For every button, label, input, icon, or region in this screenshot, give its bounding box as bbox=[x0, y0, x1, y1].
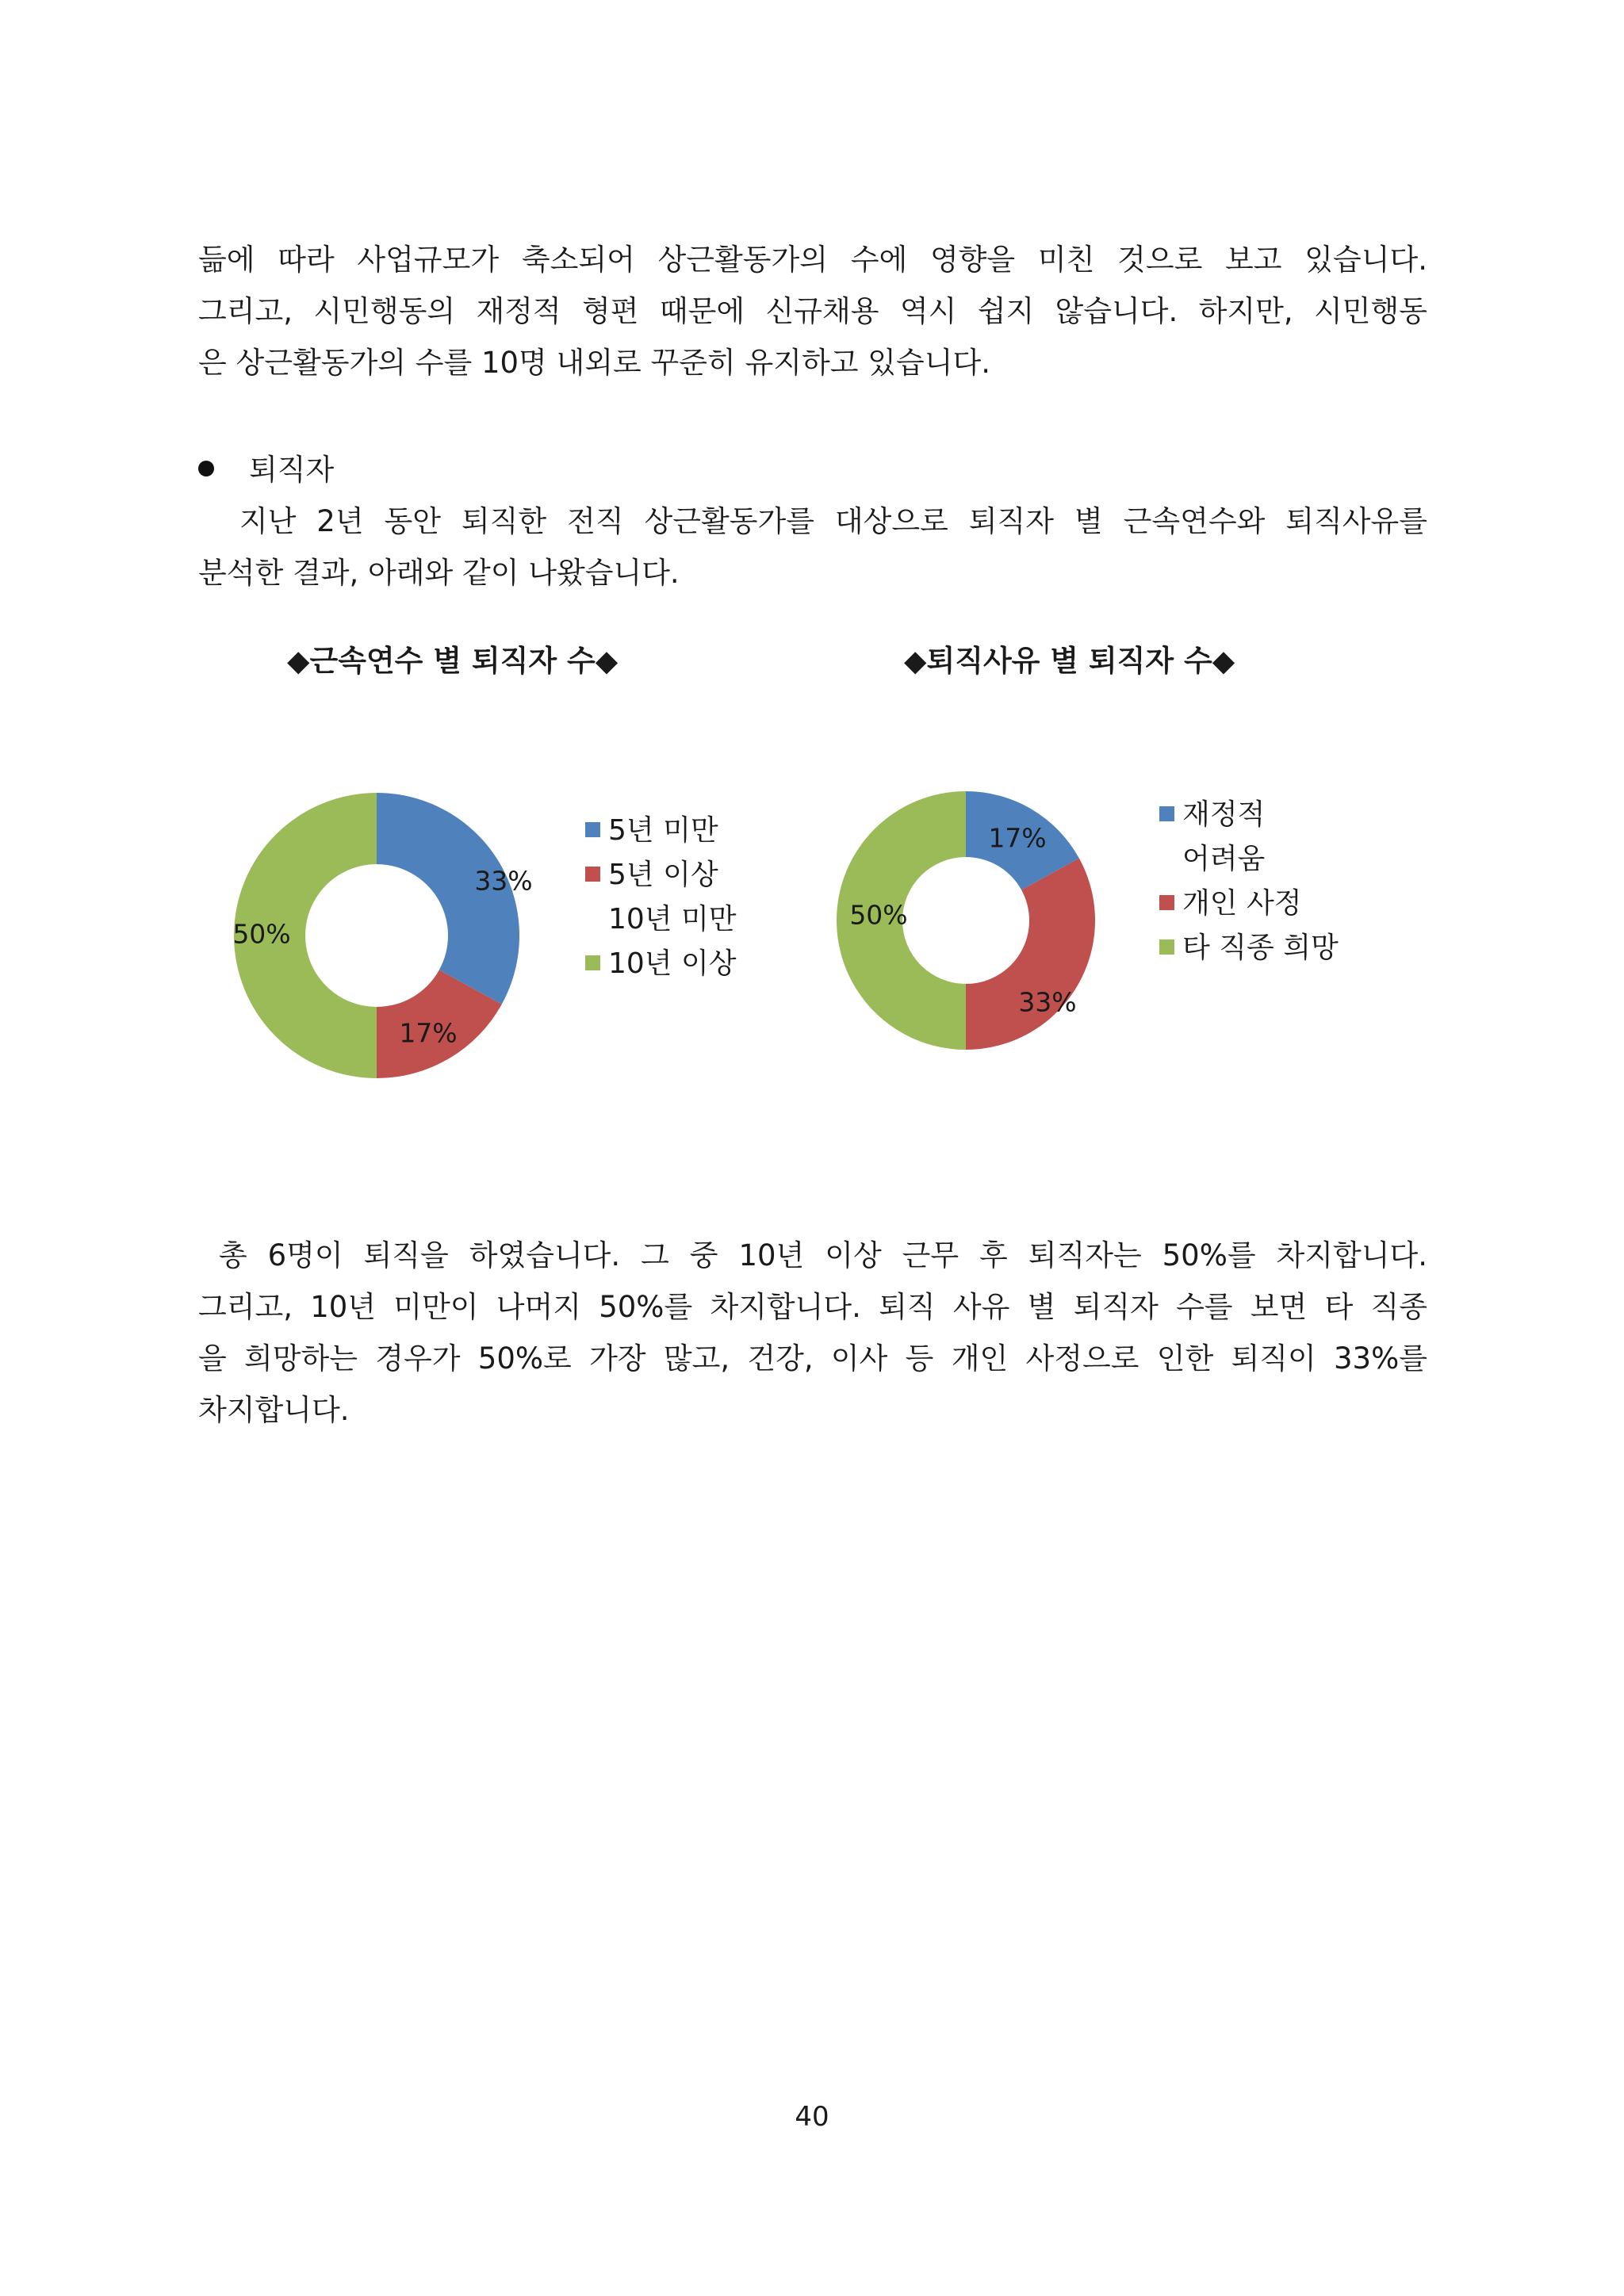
legend-swatch bbox=[585, 867, 600, 882]
legend-label: 재정적 bbox=[1182, 798, 1266, 831]
bullet-icon bbox=[198, 461, 214, 476]
legend-swatch bbox=[1159, 895, 1174, 910]
data-label: 33% bbox=[1018, 986, 1077, 1018]
data-label: 50% bbox=[849, 899, 908, 931]
data-label: 50% bbox=[232, 918, 291, 950]
legend-label: 타 직종 희망 bbox=[1182, 932, 1339, 964]
paragraph-line: 지난 2년 동안 퇴직한 전직 상근활동가를 대상으로 퇴직자 별 근속연수와 퇴직사유를 bbox=[198, 504, 1427, 538]
page-number: 40 bbox=[795, 2101, 829, 2133]
donut-chart-tenure bbox=[230, 789, 533, 1082]
chart-title-reason: ◆퇴직사유 별 퇴직자 수◆ bbox=[904, 644, 1235, 678]
legend-item bbox=[1159, 793, 1265, 882]
paragraph-line: 그리고, 10년 미만이 나머지 50%를 차지합니다. 퇴직 사유 별 퇴직자 수를 보면 타 직종 bbox=[198, 1290, 1427, 1324]
legend-swatch bbox=[1159, 806, 1174, 821]
legend-item bbox=[1159, 926, 1339, 970]
legend-item bbox=[585, 809, 718, 853]
paragraph-line: 그리고, 시민행동의 재정적 형편 때문에 신규채용 역시 쉽지 않습니다. 하지만, 시민행동 bbox=[198, 294, 1427, 328]
legend-item bbox=[585, 853, 737, 942]
legend-label: 개인 사정 bbox=[1182, 887, 1302, 920]
paragraph-line: 듦에 따라 사업규모가 축소되어 상근활동가의 수에 영향을 미친 것으로 보고 있습니다. bbox=[198, 243, 1427, 277]
legend-label: 5년 미만 bbox=[608, 814, 718, 847]
chart-title-tenure: ◆근속연수 별 퇴직자 수◆ bbox=[287, 644, 619, 678]
section-paragraph bbox=[198, 496, 1427, 599]
data-label: 17% bbox=[988, 822, 1047, 854]
paragraph-line: 을 희망하는 경우가 50%로 가장 많고, 건강, 이사 등 개인 사정으로 인한 퇴직이 33%를 bbox=[198, 1341, 1427, 1376]
legend-label: 10년 이상 bbox=[608, 947, 737, 980]
legend-item bbox=[1159, 882, 1302, 926]
intro-paragraph bbox=[198, 234, 1427, 388]
paragraph-line: 차지합니다. bbox=[198, 1393, 350, 1427]
donut-slice bbox=[377, 793, 519, 1004]
donut-slice bbox=[966, 858, 1095, 1050]
legend-label: 10년 미만 bbox=[608, 903, 737, 936]
legend-label: 5년 이상 bbox=[608, 859, 718, 891]
paragraph-line: 총 6명이 퇴직을 하였습니다. 그 중 10년 이상 근무 후 퇴직자는 50%를 차지합니다. bbox=[198, 1238, 1427, 1272]
section-title: 퇴직자 bbox=[249, 453, 335, 487]
donut-chart-reason bbox=[835, 790, 1097, 1051]
summary-paragraph bbox=[198, 1230, 1427, 1436]
legend-swatch bbox=[585, 955, 600, 970]
section-heading bbox=[198, 444, 334, 496]
legend-swatch bbox=[1159, 939, 1174, 955]
legend-label: 어려움 bbox=[1182, 843, 1266, 875]
paragraph-line: 은 상근활동가의 수를 10명 내외로 꾸준히 유지하고 있습니다. bbox=[198, 346, 990, 380]
paragraph-line: 분석한 결과, 아래와 같이 나왔습니다. bbox=[198, 556, 680, 590]
legend-swatch bbox=[585, 822, 600, 837]
data-label: 33% bbox=[474, 865, 533, 897]
legend-item bbox=[585, 942, 737, 986]
data-label: 17% bbox=[399, 1017, 458, 1049]
